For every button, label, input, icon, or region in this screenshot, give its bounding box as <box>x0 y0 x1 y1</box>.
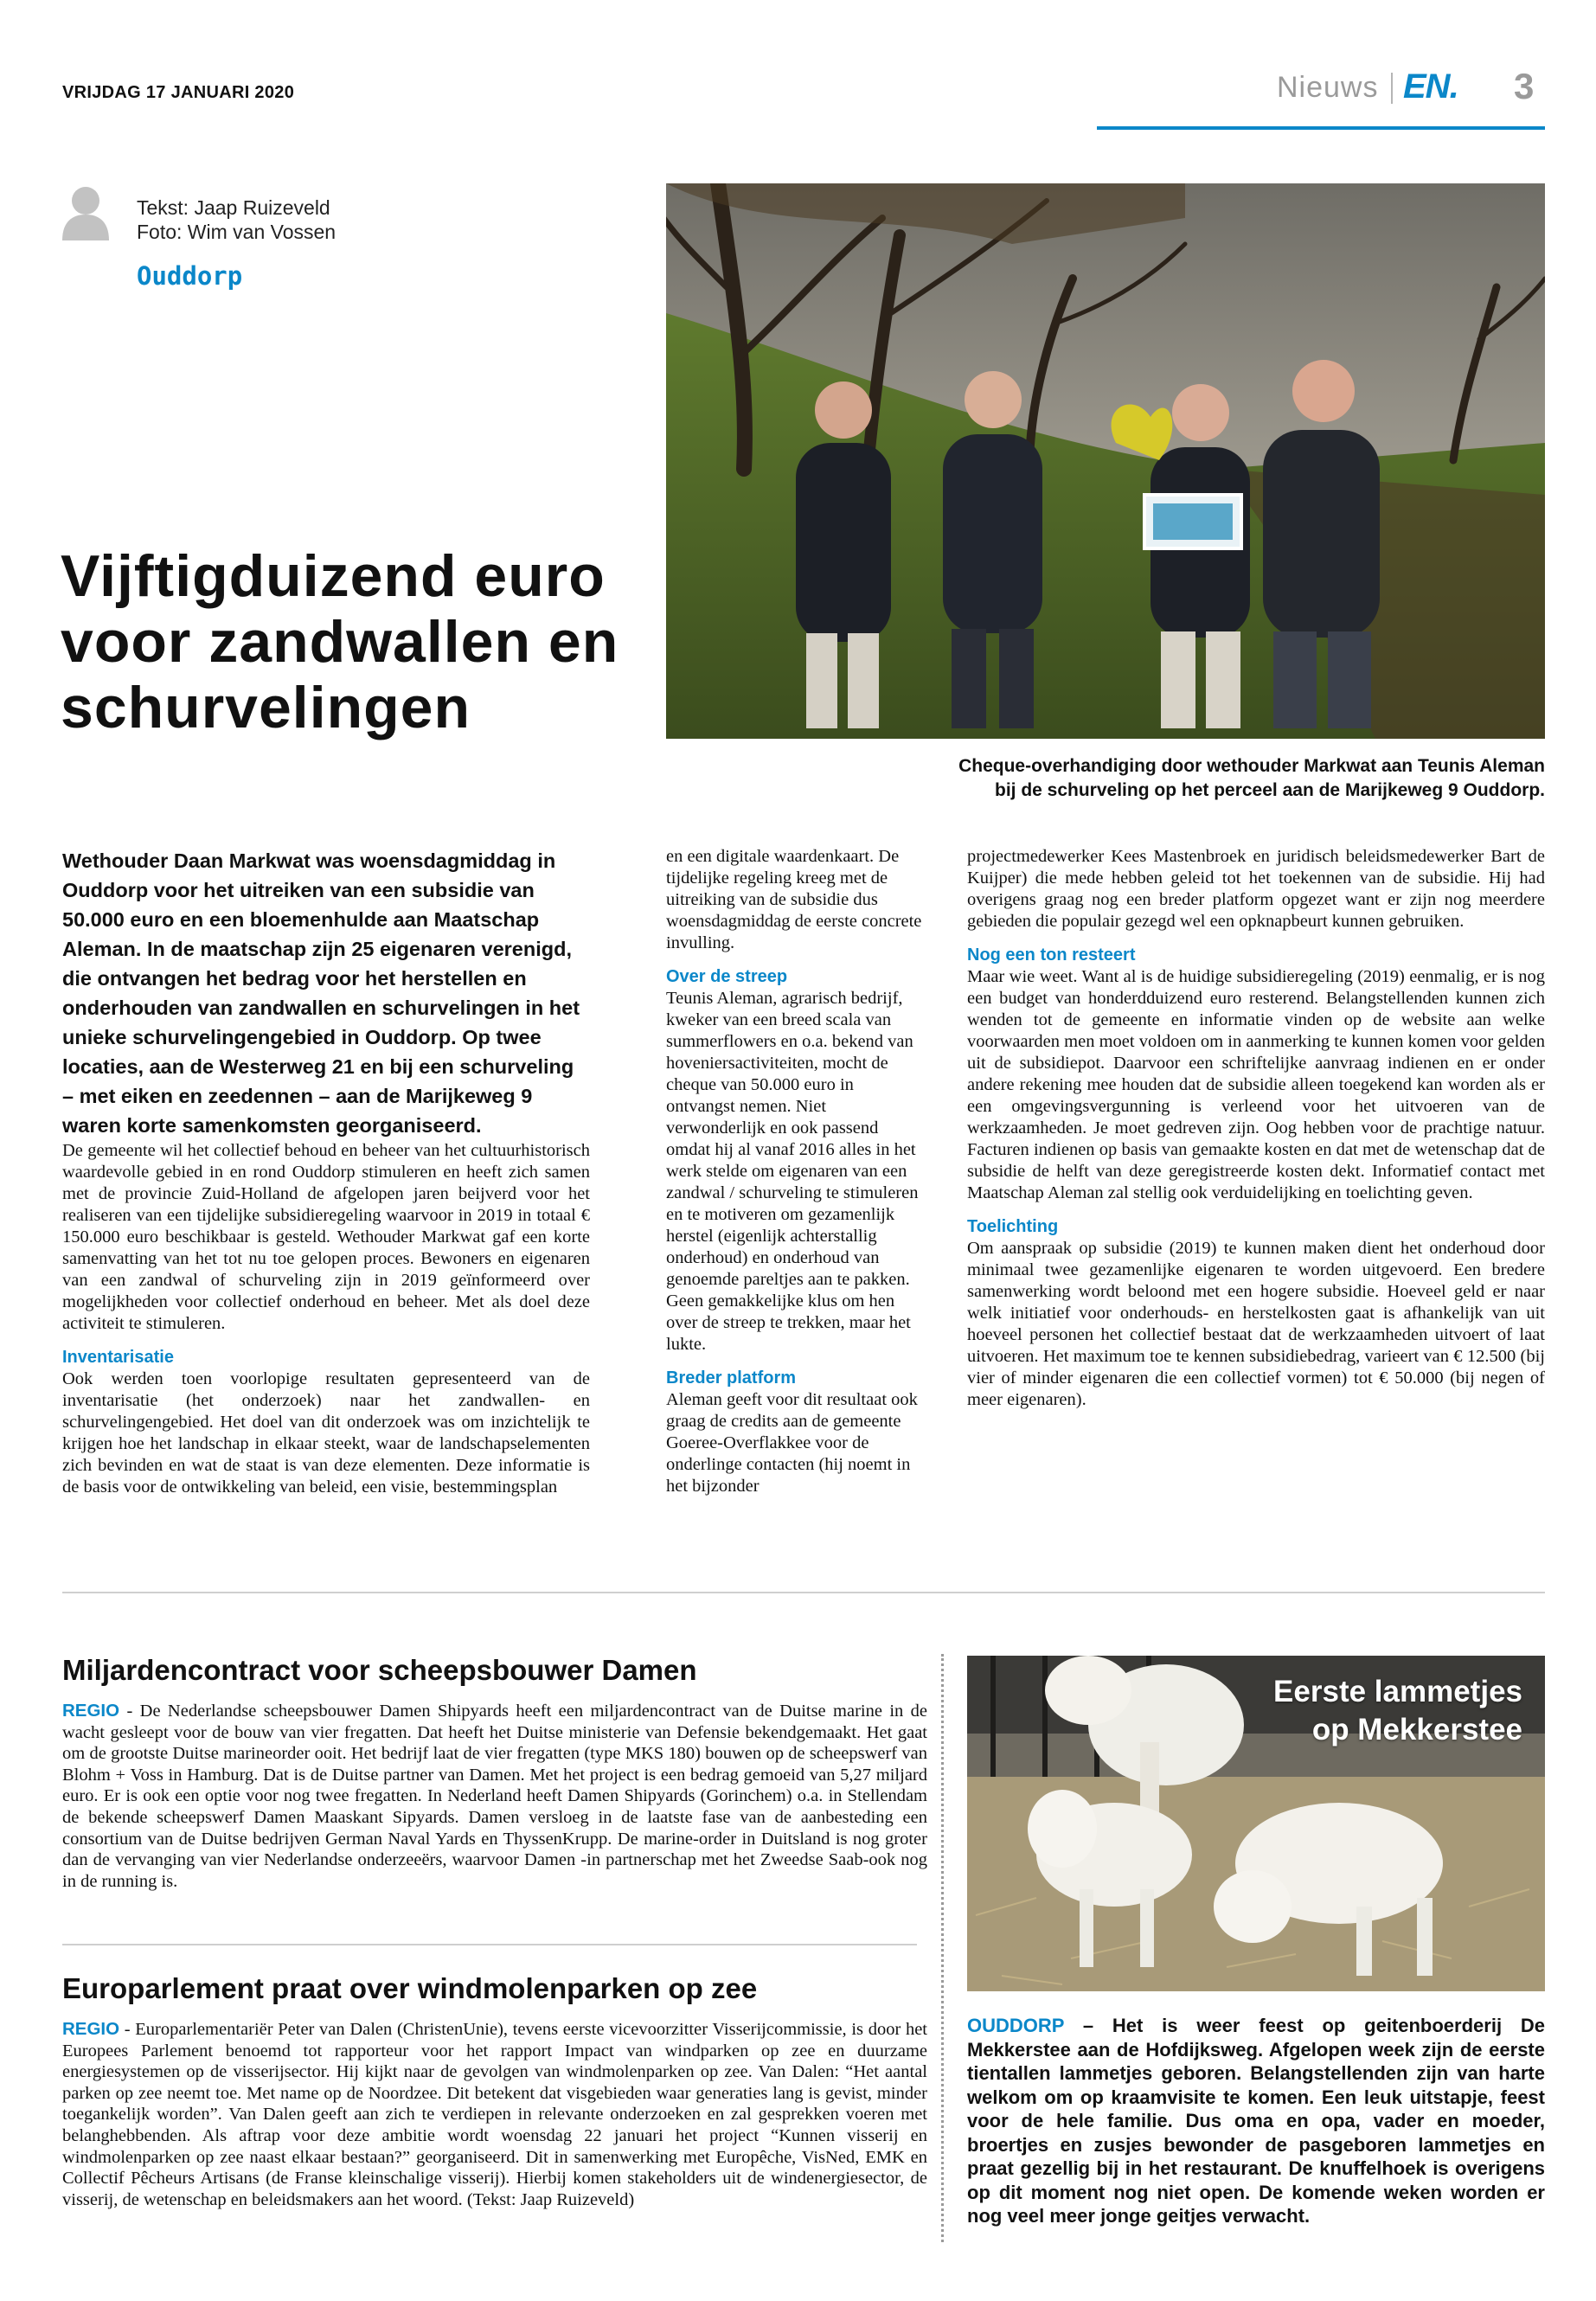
article-paragraph: Om aanspraak op subsidie (2019) te kunnen maken dient het onderhoud door minimaal twee gezamenlijke eigenaren te worden uitgevoerd. Een bredere samenwerking wordt beloond met een hogere subsidie. Hoeveel geld er naar welk initiatief voor onderhouds- en herstelkosten gaat is afhankelijk van uit hoeveel personen het collectief bestaat dat de werkzaamheden uitvoert of laat uitvoeren. Het maximum toe te kennen subsidiebedrag, varieert van € 12.500 (bij vier of minder eigenaren die een collectief vormen) tot € 50.000 (bij negen of meer eigenaren). <box>967 1239 1545 1409</box>
byline <box>137 195 336 244</box>
brief-title-damen: Miljardencontract voor scheepsbouwer Damen <box>62 1654 697 1686</box>
section-divider <box>62 1592 1545 1593</box>
subheading-toelichting: Toelichting <box>967 1217 1059 1236</box>
issue-date: VRIJDAG 17 JANUARI 2020 <box>62 83 295 102</box>
article-paragraph: projectmedewerker Kees Mastenbroek en juridisch beleidsmedewerker Bart de Kuijper) die mede hebben geleid tot het toekennen van de subsidie. Hij had overigens graag nog een breder platform opgezet want er zijn nog meerdere gebieden die populair gezegd wel een opknapbeurt kunnen gebruiken. <box>967 847 1545 931</box>
article-paragraph: Ook werden toen voorlopige resultaten gepresenteerd van de inventarisatie (het onderzoek) naar het zandwallen- en schurvelingengebied. Het doel van dit onderzoek was om inzichtelijk te krijgen hoe het landschap in elkaar steekt, waar de landschapselementen zich bevinden en wat de staat is van deze elementen. Deze informatie is de basis voor de ontwikkeling van beleid, een visie, bestemmingsplan <box>62 1369 590 1497</box>
brief-title-europarlement: Europarlement praat over windmolenparken op zee <box>62 1972 758 2004</box>
article-column-3 <box>967 846 1545 1411</box>
brief-divider <box>62 1944 917 1945</box>
section-label[interactable]: Nieuws <box>1277 71 1379 104</box>
headline-line: voor zandwallen en <box>61 609 619 675</box>
article-column-2 <box>666 846 926 1497</box>
article-paragraph: Teunis Aleman, agrarisch bedrijf, kweker van een breed scala van summerflowers en o.a. bekend van hoveniersactiviteiten, mocht de cheque van 50.000 euro in ontvangst nemen. Niet verwonderlijk en ook passend omdat hij al vanaf 2016 alles in het werk stelde om eigenaren van een zandwal / schurveling te stimuleren en te motiveren om gezamenlijk herstel (eigenlijk achterstallig onderhoud) en onderhoud van genoemde pareltjes aan te pakken. Geen gemakkelijke klus om hen over de streep te trekken, maar het lukte. <box>666 989 919 1354</box>
headline-line: schurvelingen <box>61 675 471 740</box>
person-silhouette-icon <box>61 183 111 240</box>
subheading-inventarisatie: Inventarisatie <box>62 1348 174 1367</box>
region-label: REGIO <box>62 2019 120 2039</box>
article-paragraph: De gemeente wil het collectief behoud en beheer van het cultuurhistorisch waardevolle gebied in en rond Ouddorp stimuleren en heeft zich samen met de provincie Zuid-Holland de afgelopen jaren beijverd voor het realiseren van een tijdelijke subsidieregeling waarvoor in 2019 in totaal € 150.000 euro beschikbaar is gesteld. Wethouder Markwat gaf een korte samenvatting van het tot nu toe gelopen proces. Bewoners en eigenaren van een zandwal of schurveling zijn in 2019 geïnformeerd over mogelijkheden voor collectief onderhoud en beheer. Met als doel deze activiteit te stimuleren. <box>62 1141 590 1333</box>
photo-caption <box>683 754 1545 803</box>
dateline-place: Ouddorp <box>137 261 243 291</box>
dotted-column-divider <box>941 1654 944 2242</box>
brief-text: - Europarlementariër Peter van Dalen (ChristenUnie), tevens eerste vicevoorzitter Visserijcommissie, is door het Europees Parlement benoemd tot rapporteur voor het rapport Impact van windparken op zee en duurzame energiesystemen op de visserijsector. Hij kijkt naar de gevolgen van windmolenparken op zee. Van Dalen: “Het aantal parken op zee neemt toe. Met name op de Noordzee. Dit betekent dat visgebieden waar generaties lang is gevist, minder toegankelijk worden”. Van Dalen geeft aan zich te verdiepen in relevante onderzoeken en zal gesprekken voeren met belanghebbenden. Als aftrap voor deze ambitie wordt woensdag 22 januari het project “Kunnen visserij en windmolenparken op zee naast elkaar bestaan?” georganiseerd. Dit in samenwerking met Europêche, VisNed, EMK en Collectif Pêcheurs Artisans (de Franse kleinschalige visserij). Hierbij komen stakeholders uit de windenergiesector, de visserij, de wetenschap en beleidsmakers aan het woord. (Tekst: Jaap Ruizeveld) <box>62 2020 927 2209</box>
region-label: OUDDORP <box>967 2015 1065 2036</box>
region-label: REGIO <box>62 1701 120 1721</box>
caption-line: Cheque-overhandiging door wethouder Markwat aan Teunis Aleman <box>958 756 1545 776</box>
lambs-title-line: Eerste lammetjes <box>1273 1675 1522 1708</box>
article-column-1 <box>62 846 590 1498</box>
newspaper-logo[interactable]: EN. <box>1403 67 1458 106</box>
header-rule <box>1097 126 1545 130</box>
caption-line: bij de schurveling op het perceel aan de Marijkeweg 9 Ouddorp. <box>995 780 1545 800</box>
page-number: 3 <box>1514 66 1535 106</box>
lambs-title-line: op Mekkerstee <box>1311 1713 1522 1747</box>
brief-text: - De Nederlandse scheepsbouwer Damen Shipyards heeft een miljardencontract van de Duitse marine in de wacht gesleept voor de bouw van vier fregatten. Dat heeft het Duitse ministerie van Defensie bekendgemaakt. Het gaat om de grootste Duitse marineorder ooit. Het bedrijf laat de vier fregatten (type MKS 180) bouwen op de scheepswerf van Blohm + Voss in Hamburg. Dat is de Duitse partner van Damen. Met het project is een bedrag gemoeid van 5,27 miljard euro. Er is ook een optie voor nog twee fregatten. In Nederland heeft Damen Shipyards (Gorinchem) o.a. in Stellendam de bekende scheepswerf Damen Maaskant Sipyards. Damen versloeg in de laatste fase van de aanbesteding een consortium van de Duitse bedrijven German Naval Yards en ThyssenKrupp. De marine-order in Duitsland is nog groter dan de vervanging van vier Nederlandse onderzeeërs, waarvoor Damen -in partnerschap met het Zweedse Saab-ook nog in de running is. <box>62 1702 927 1891</box>
article-paragraph: Maar wie weet. Want al is de huidige subsidieregeling (2019) eenmalig, er is nog een budget van honderdduizend euro resterend. Belangstellenden kunnen zich wenden tot de gemeente en informatie vinden op de website aan welke voorwaarden men moet voldoen om in aanmerking te kunnen komen voor gelden uit de subsidiepot. Daarvoor een schriftelijke aanvraag indienen en er onder andere rekening mee houden dat de subsidie alleen toegekend kan worden als er een omgevingsvergunning is verleend voor het uitvoeren van de werkzaamheden. Je moet gedreven zijn. Oog hebben voor de prachtige natuur. Facturen indienen op basis van gemaakte kosten en dat met de wetenschap dat de subsidie de helft van deze geregistreerde kosten dekt. Informatief contact met Maatschap Aleman zal stellig ook verduidelijking en toelichting geven. <box>967 967 1545 1202</box>
article-paragraph: Aleman geeft voor dit resultaat ook graag de credits aan de gemeente Goeree-Overflakkee voor de onderlinge contacten (hij noemt in het bijzonder <box>666 1390 918 1496</box>
photo-credit: Foto: Wim van Vossen <box>137 221 337 243</box>
article-headline <box>61 543 649 740</box>
subheading-over-de-streep: Over de streep <box>666 967 788 986</box>
subheading-breder-platform: Breder platform <box>666 1368 797 1388</box>
article-paragraph: en een digitale waardenkaart. De tijdelijke regeling kreeg met de uitreiking van de subsidie dus woensdagmiddag de eerste concrete invulling. <box>666 847 922 952</box>
brief-body-lammetjes <box>967 2014 1545 2228</box>
article-lead: Wethouder Daan Markwat was woensdagmiddag in Ouddorp voor het uitreiken van een subsidie van 50.000 euro en een bloemenhulde aan Maatschap Aleman. In de maatschap zijn 25 eigenaren verenigd, die ontvangen het bedrag voor het herstellen en onderhouden van zandwallen en schurvelingen in het unieke schurvelingengebied in Ouddorp. Op twee locaties, aan de Westerweg 21 en bij een schurveling – met eiken en zeedennen – aan de Marijkeweg 9 waren korte samenkomsten georganiseerd. <box>62 849 580 1137</box>
brief-body-europarlement <box>62 2019 927 2210</box>
brief-text: – Het is weer feest op geitenboerderij De Mekkerstee aan de Hofdijksweg. Afgelopen week zijn de eerste tientallen lammetjes geboren. Belangstellenden zijn van harte welkom om op kraamvisite te komen. Een leuk uitstapje, feest voor de hele familie. Dus oma en opa, vader en moeder, broertjes en zusjes bewonder de pasgeboren lammetjes en praat gezellig bij in het restaurant. De knuffelhoek is overigens op dit moment nog niet open. De komende weken worden er nog veel meer jonge geitjes verwacht. <box>967 2015 1545 2227</box>
main-photo <box>666 183 1545 739</box>
lambs-photo-title <box>1151 1673 1522 1749</box>
headline-line: Vijftigduizend euro <box>61 543 606 609</box>
subheading-nog-een-ton: Nog een ton resteert <box>967 945 1136 965</box>
text-credit: Tekst: Jaap Ruizeveld <box>137 196 330 219</box>
header-divider <box>1391 73 1393 104</box>
brief-body-damen <box>62 1701 927 1892</box>
